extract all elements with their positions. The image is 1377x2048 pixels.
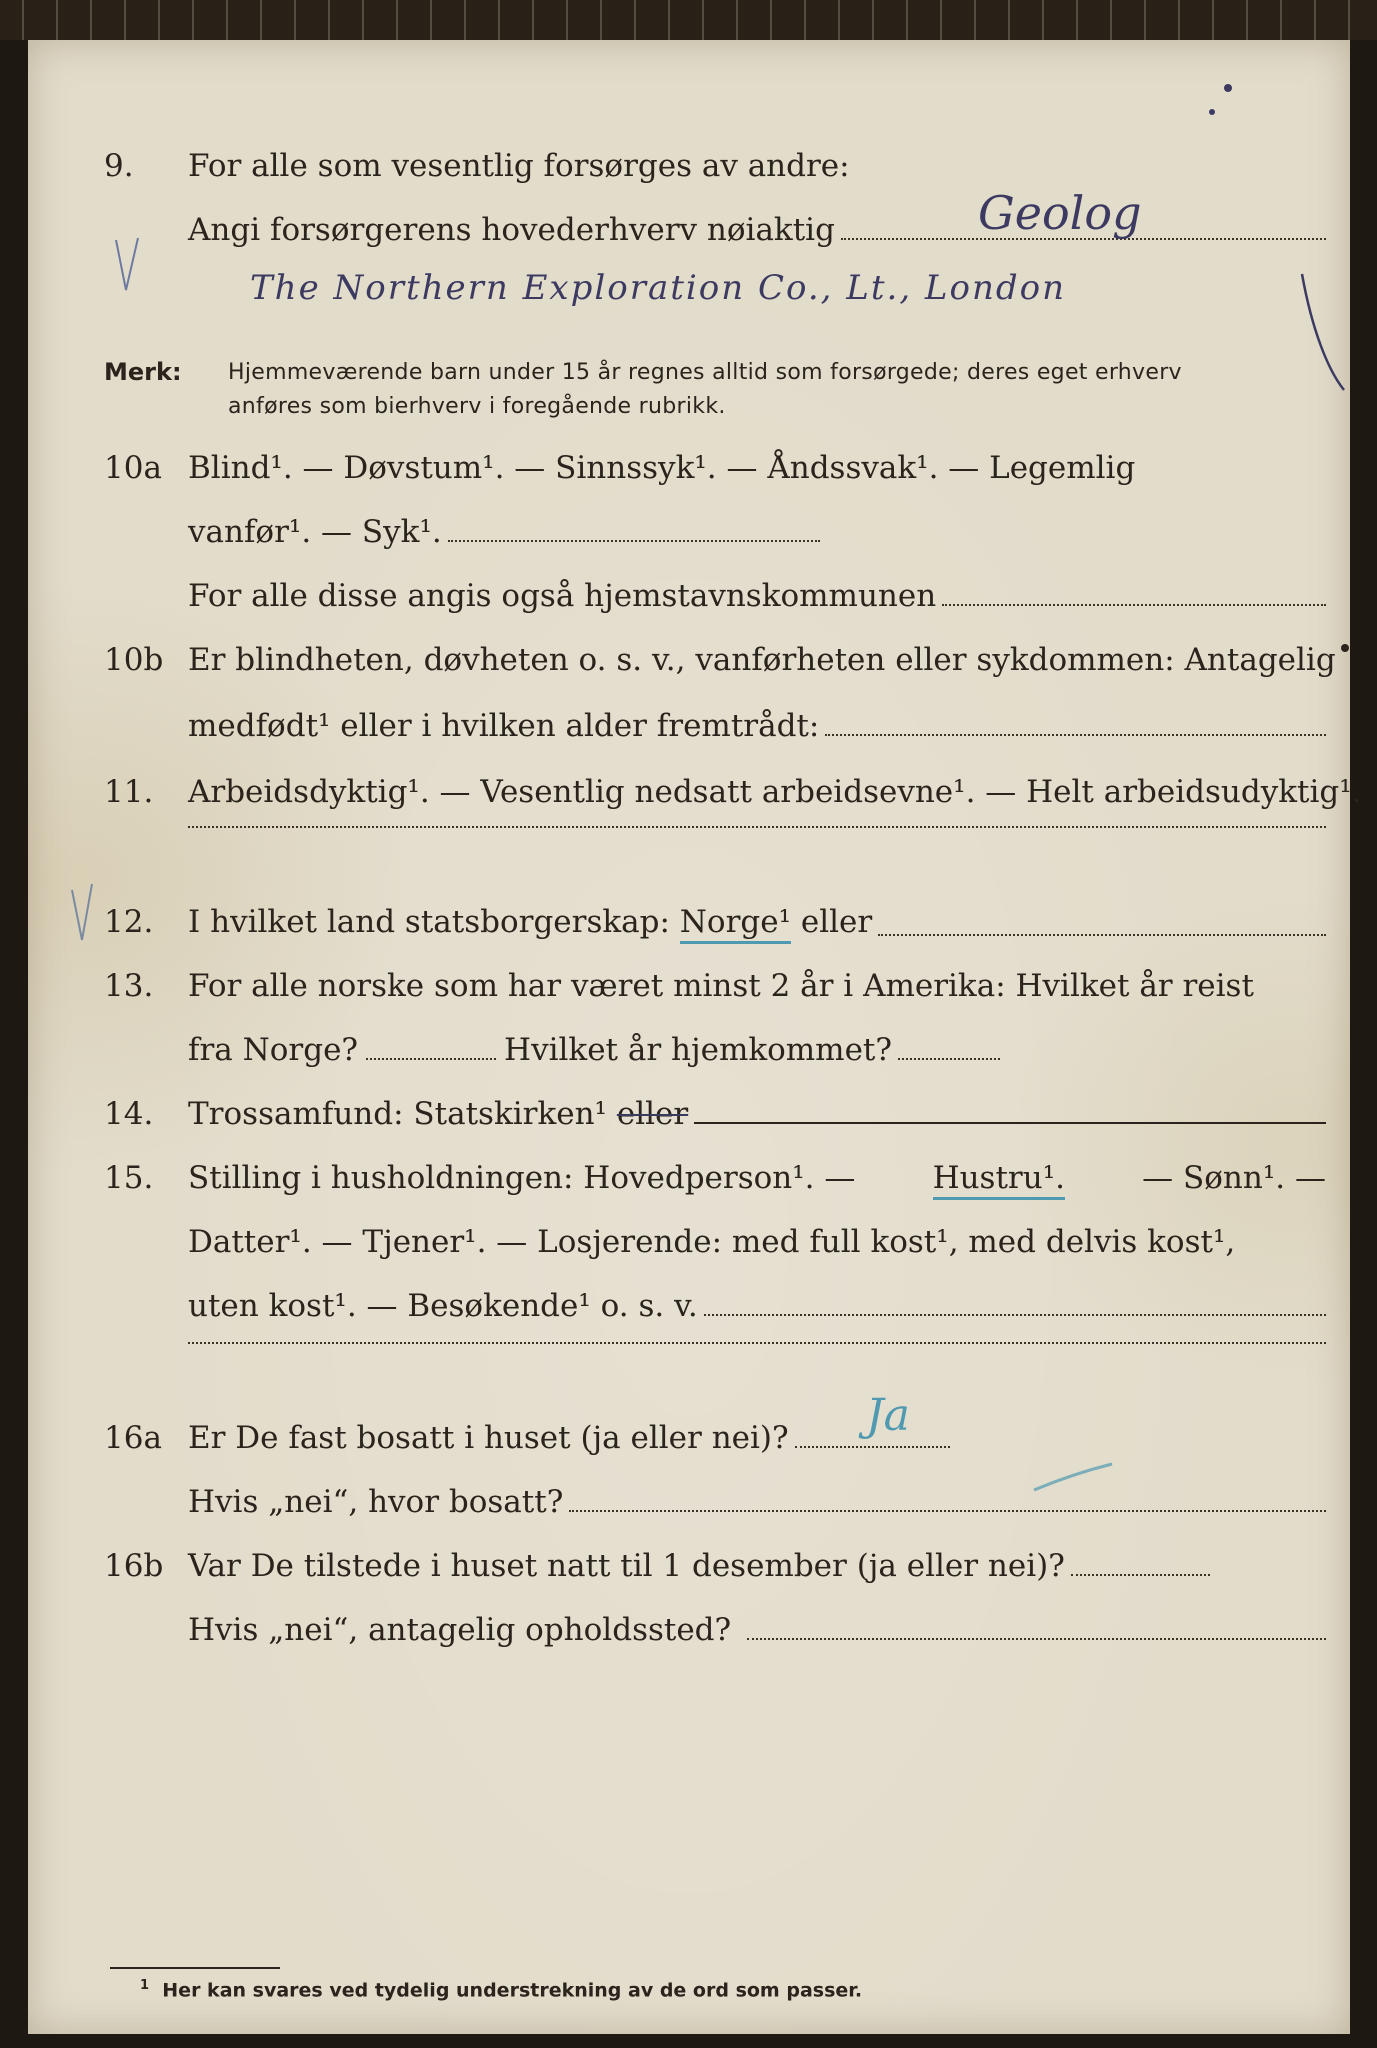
q10a-text-3: For alle disse angis også hjemstavnskommunen: [188, 578, 937, 614]
q16a-row-1: [28, 1416, 1350, 1468]
footnote-text: Her kan svares ved tydelig understrekning av de ord som passer.: [162, 1979, 863, 2002]
q13-row-1: [28, 964, 1350, 1016]
q12-number: 12.: [104, 904, 154, 940]
q10b-number: 10b: [104, 642, 164, 678]
scan-border-top: [0, 0, 1377, 40]
q10a-number: 10a: [104, 450, 162, 486]
q10a-answer-line-1[interactable]: [448, 540, 820, 542]
q13-text-2b: Hvilket år hjemkommet?: [504, 1032, 893, 1068]
q16a-location-line[interactable]: [569, 1510, 1326, 1512]
q14-text-a: Trossamfund: Statskirken¹: [188, 1096, 617, 1132]
q12-answer-line[interactable]: [878, 934, 1326, 936]
q13-left-norway-line[interactable]: [366, 1058, 496, 1060]
margin-pen-stroke: [1298, 270, 1348, 420]
merk-text-1: Hjemmeværende barn under 15 år regnes alltid som forsørgede; deres eget erhverv: [228, 360, 1182, 385]
q9-row-2: [28, 208, 1350, 260]
q15-text-a: Stilling i husholdningen: Hovedperson¹. —: [188, 1160, 866, 1196]
q13-number: 13.: [104, 968, 154, 1004]
q16a-row-2: [28, 1480, 1350, 1532]
q15-text-c: — Sønn¹. —: [1132, 1160, 1326, 1196]
q11-answer-line[interactable]: [188, 826, 1326, 828]
merk-text-2: anføres som bierhverv i foregående rubrikk.: [228, 394, 726, 419]
q15-row-1: [28, 1156, 1350, 1208]
q16a-answer-line[interactable]: [795, 1446, 950, 1448]
tick-mark-q9: [108, 230, 148, 310]
q13-row-2: [28, 1028, 1350, 1080]
q11-text-1: Arbeidsdyktig¹. — Vesentlig nedsatt arbeidsevne¹. — Helt arbeidsudyktig¹.: [188, 774, 1362, 810]
tick-mark-q12: [64, 870, 104, 950]
q10a-row-2: [28, 510, 1350, 562]
q16a-handwritten-answer: Ja: [866, 1390, 910, 1441]
q15-row-3: [28, 1284, 1350, 1336]
q15-answer-line-2[interactable]: [188, 1342, 1326, 1344]
q12-text-a: I hvilket land statsborgerskap:: [188, 904, 680, 940]
q16b-location-line[interactable]: [747, 1638, 1326, 1640]
q11-row-1: [28, 770, 1362, 822]
q16a-text-2: Hvis „nei“, hvor bosatt?: [188, 1484, 564, 1520]
q10a-answer-line-2[interactable]: [942, 604, 1326, 606]
footnote: [140, 1978, 862, 2001]
q10a-row-1: [28, 446, 1350, 498]
merk-label: Merk:: [104, 358, 182, 386]
q14-number: 14.: [104, 1096, 154, 1132]
blue-pencil-stroke: [1028, 1460, 1118, 1500]
q13-text-1: For alle norske som har været minst 2 år i Amerika: Hvilket år reist: [188, 968, 1254, 1004]
q16b-row-2: [28, 1608, 1350, 1660]
q16b-answer-line[interactable]: [1071, 1574, 1210, 1576]
ink-dots: [1198, 80, 1238, 130]
q12-norge-option[interactable]: Norge¹: [680, 904, 791, 944]
q10a-text-2: vanfør¹. — Syk¹.: [188, 514, 442, 550]
q9-row-1: [28, 144, 1350, 196]
q14-row-1: [28, 1092, 1350, 1144]
q15-row-2: [28, 1220, 1350, 1272]
ink-dot-right: [1340, 640, 1350, 660]
q12-text-c: eller: [791, 904, 873, 940]
q14-eller-struck: eller: [616, 1096, 689, 1132]
q15-hustru-option[interactable]: Hustru¹.: [933, 1160, 1065, 1200]
q16b-text-1: Var De tilstede i huset natt til 1 desember (ja eller nei)?: [188, 1548, 1065, 1584]
q13-returned-line[interactable]: [898, 1058, 1000, 1060]
q15-text-2: Datter¹. — Tjener¹. — Losjerende: med full kost¹, med delvis kost¹,: [188, 1224, 1236, 1260]
census-form-page: [28, 40, 1362, 2034]
footnote-mark: 1: [140, 1978, 150, 1993]
q10a-row-3: [28, 574, 1350, 626]
q13-text-2a: fra Norge?: [188, 1032, 359, 1068]
q16b-row-1: [28, 1544, 1350, 1596]
q10a-text-1: Blind¹. — Døvstum¹. — Sinnssyk¹. — Åndssvak¹. — Legemlig: [188, 450, 1136, 486]
q10b-row-1: [28, 638, 1350, 690]
q10b-answer-line[interactable]: [825, 734, 1326, 736]
q10b-row-2: [28, 704, 1350, 756]
footnote-rule: [110, 1967, 280, 1969]
q16b-text-2: Hvis „nei“, antagelig opholdssted?: [188, 1612, 732, 1648]
q16a-text-1: Er De fast bosatt i huset (ja eller nei)?: [188, 1420, 789, 1456]
q12-row-1: [28, 900, 1350, 952]
q9-handwritten-answer-1: Geolog: [978, 186, 1142, 240]
q15-answer-line-1[interactable]: [704, 1314, 1326, 1316]
q14-answer-line[interactable]: [694, 1122, 1326, 1124]
q15-text-3: uten kost¹. — Besøkende¹ o. s. v.: [188, 1288, 698, 1324]
q10b-text-1: Er blindheten, døvheten o. s. v., vanførheten eller sykdommen: Antagelig: [188, 642, 1336, 678]
q16a-number: 16a: [104, 1420, 162, 1456]
q9-handwritten-answer-2: The Northern Exploration Co., Lt., London: [250, 268, 1067, 308]
q9-text-2: Angi forsørgerens hovederhverv nøiaktig: [188, 212, 835, 248]
q9-number: 9.: [104, 148, 134, 184]
q9-text-1: For alle som vesentlig forsørges av andre:: [188, 148, 850, 184]
q10b-text-2: medfødt¹ eller i hvilken alder fremtrådt:: [188, 708, 820, 744]
q15-number: 15.: [104, 1160, 154, 1196]
q16b-number: 16b: [104, 1548, 164, 1584]
q11-number: 11.: [104, 774, 154, 810]
